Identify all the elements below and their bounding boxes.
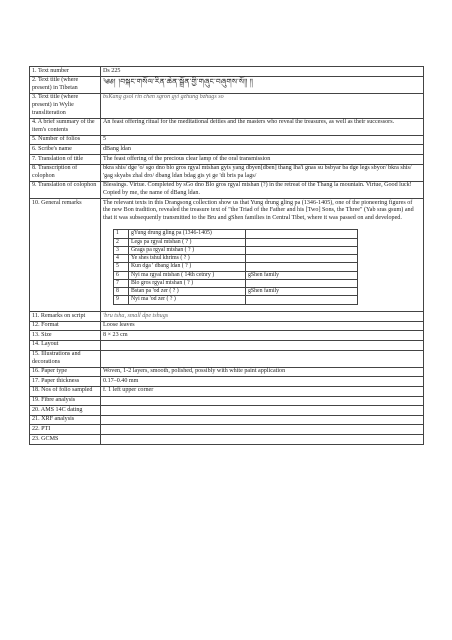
- row-value: [101, 425, 424, 435]
- row-value: Blessings. Virtue. Completed by sGo dno Blo gros rgyal mtshan (?) in the retreat of the Thang la mountain. Virtue, Good luck! Copied by me, the name of dBang ldan.: [101, 181, 424, 198]
- lineage-number: 4: [114, 255, 129, 263]
- row-value: [101, 396, 424, 406]
- lineage-name: Legs pa rgyal mtshan ( ? ): [129, 238, 246, 246]
- lineage-name: Nyi ma rgyal mtshan ( 14th cetnry ): [129, 271, 246, 279]
- catalogue-row: [30, 145, 424, 155]
- lineage-row: [114, 279, 358, 287]
- row-value: 0.17–0.40 mm: [101, 377, 424, 387]
- lineage-number: 7: [114, 279, 129, 287]
- lineage-family: gShen family: [246, 288, 358, 296]
- general-remarks: [101, 199, 424, 312]
- catalogue-row: [30, 67, 424, 77]
- catalogue-row: [30, 76, 424, 93]
- row-label: 5. Number of folios: [30, 135, 101, 145]
- row-label: 14. Layout: [30, 340, 101, 350]
- row-label: 9. Translation of colophon: [30, 181, 101, 198]
- row-label: 7. Translation of title: [30, 155, 101, 165]
- lineage-row: [114, 238, 358, 246]
- row-label: 13. Size: [30, 331, 101, 341]
- catalogue-row: [30, 435, 424, 445]
- row-label: 16. Paper type: [30, 367, 101, 377]
- row-value: 'bru tsha, small dpe tshugs: [101, 312, 424, 322]
- lineage-name: Blo gros rgyal mtshan ( ? ): [129, 279, 246, 287]
- lineage-family: [246, 230, 358, 238]
- lineage-name: Ye shes tshul khrims ( ? ): [129, 255, 246, 263]
- row-label: 21. XRF analysis: [30, 415, 101, 425]
- lineage-table: [113, 229, 358, 304]
- lineage-family: [246, 263, 358, 271]
- row-label: 20. AMS 14C dating: [30, 406, 101, 416]
- lineage-name: Grags pa rgyal mtshan ( ? ): [129, 246, 246, 254]
- row-value: Woven, 1-2 layers, smooth, polished, possibly with white paint application: [101, 367, 424, 377]
- lineage-name: gYung drung gling pa (1346-1405): [129, 230, 246, 238]
- remarks-paragraph: The relevant texts in this Drangsong collection show us that Yung drung gling pa (1346-1405), one of the pioneering figures of the new Bon tradition, revealed the treasure text of "the Triad of the Father and his [Two] Sons, the Three" (Yab sras gsum) and that it was subsequently transmitted to the Bru and gShen families in Central Tibet, where it was passed on and developed.: [103, 199, 414, 221]
- row-value: [101, 415, 424, 425]
- catalogue-row: [30, 340, 424, 350]
- lineage-row: [114, 255, 358, 263]
- row-value: f. 1 left upper corner: [101, 386, 424, 396]
- row-value: dBang ldan: [101, 145, 424, 155]
- lineage-family: [246, 238, 358, 246]
- catalogue-table: [29, 66, 424, 445]
- row-value: Ds 225: [101, 67, 424, 77]
- row-label: 10. General remarks: [30, 199, 101, 312]
- row-value: An feast offering ritual for the meditational deities and the masters who reveal the treasures, as well as their successors.: [101, 118, 424, 135]
- catalogue-row: [30, 386, 424, 396]
- catalogue-row: [30, 367, 424, 377]
- row-label: 17. Paper thickness: [30, 377, 101, 387]
- catalogue-row: [30, 406, 424, 416]
- catalogue-row: [30, 350, 424, 367]
- lineage-row: [114, 271, 358, 279]
- row-value: [101, 435, 424, 445]
- lineage-family: [246, 279, 358, 287]
- catalogue-row: [30, 181, 424, 198]
- lineage-number: 6: [114, 271, 129, 279]
- lineage-row: [114, 246, 358, 254]
- lineage-number: 2: [114, 238, 129, 246]
- row-label: 3. Text title (where present) in Wylie transliteration: [30, 93, 101, 118]
- lineage-number: 3: [114, 246, 129, 254]
- catalogue-row: [30, 164, 424, 181]
- catalogue-row: [30, 118, 424, 135]
- lineage-number: 1: [114, 230, 129, 238]
- lineage-name: Kun dga ' dbang ldan ( ? ): [129, 263, 246, 271]
- row-label: 2. Text title (where present) in Tibetan: [30, 76, 101, 93]
- row-value: bkra shis/ dge 'o/ sgo dno blo gros rgyal mtshan gyis yang dbyen[dben] thang lha'i gnas su bsbyar ba dge legs sbyor/ bkra shis/ 'gag skyabs zhal dro/ dbang ldan bdag gis yi ge 'di bris pa lags/: [101, 164, 424, 181]
- row-value: bsKang gsol rin chen sgron gyi gzhung bzhugs so: [101, 93, 424, 118]
- row-label: 19. Fibre analysis: [30, 396, 101, 406]
- tibetan-title: ༄༅། །བསྐང་གསོལ་རིན་ཆེན་སྒྲོན་གྱི་གཞུང་བཞུགས་སོ༎ ༎: [101, 76, 424, 93]
- catalogue-row: [30, 425, 424, 435]
- row-value: 8 × 23 cm: [101, 331, 424, 341]
- row-label: 15. Illustrations and decorations: [30, 350, 101, 367]
- lineage-family: gShen family: [246, 271, 358, 279]
- row-label: 22. PTI: [30, 425, 101, 435]
- lineage-name: Nyi ma 'od zer ( ? ): [129, 296, 246, 304]
- row-label: 1. Text number: [30, 67, 101, 77]
- lineage-family: [246, 296, 358, 304]
- row-label: 11. Remarks on script: [30, 312, 101, 322]
- lineage-number: 8: [114, 288, 129, 296]
- lineage-number: 9: [114, 296, 129, 304]
- row-label: 18. Nos of folio sampled: [30, 386, 101, 396]
- lineage-name: Bstan pa 'od zer ( ? ): [129, 288, 246, 296]
- catalogue-row: [30, 321, 424, 331]
- row-value: The feast offering of the precious clear lamp of the oral transmission: [101, 155, 424, 165]
- lineage-row: [114, 263, 358, 271]
- lineage-row: [114, 296, 358, 304]
- lineage-family: [246, 246, 358, 254]
- catalogue-row: [30, 331, 424, 341]
- row-label: 23. GCMS: [30, 435, 101, 445]
- lineage-family: [246, 255, 358, 263]
- catalogue-row: [30, 199, 424, 312]
- lineage-row: [114, 288, 358, 296]
- catalogue-row: [30, 135, 424, 145]
- row-label: 6. Scribe's name: [30, 145, 101, 155]
- catalogue-row: [30, 396, 424, 406]
- row-value: [101, 350, 424, 367]
- row-value: [101, 406, 424, 416]
- catalogue-row: [30, 312, 424, 322]
- row-value: 5: [101, 135, 424, 145]
- lineage-number: 5: [114, 263, 129, 271]
- row-label: 8. Transcription of colophon: [30, 164, 101, 181]
- catalogue-row: [30, 155, 424, 165]
- catalogue-row: [30, 93, 424, 118]
- row-label: 12. Format: [30, 321, 101, 331]
- catalogue-row: [30, 377, 424, 387]
- lineage-row: [114, 230, 358, 238]
- row-value: [101, 340, 424, 350]
- catalogue-row: [30, 415, 424, 425]
- row-value: Loose leaves: [101, 321, 424, 331]
- row-label: 4. A brief summary of the item's contents: [30, 118, 101, 135]
